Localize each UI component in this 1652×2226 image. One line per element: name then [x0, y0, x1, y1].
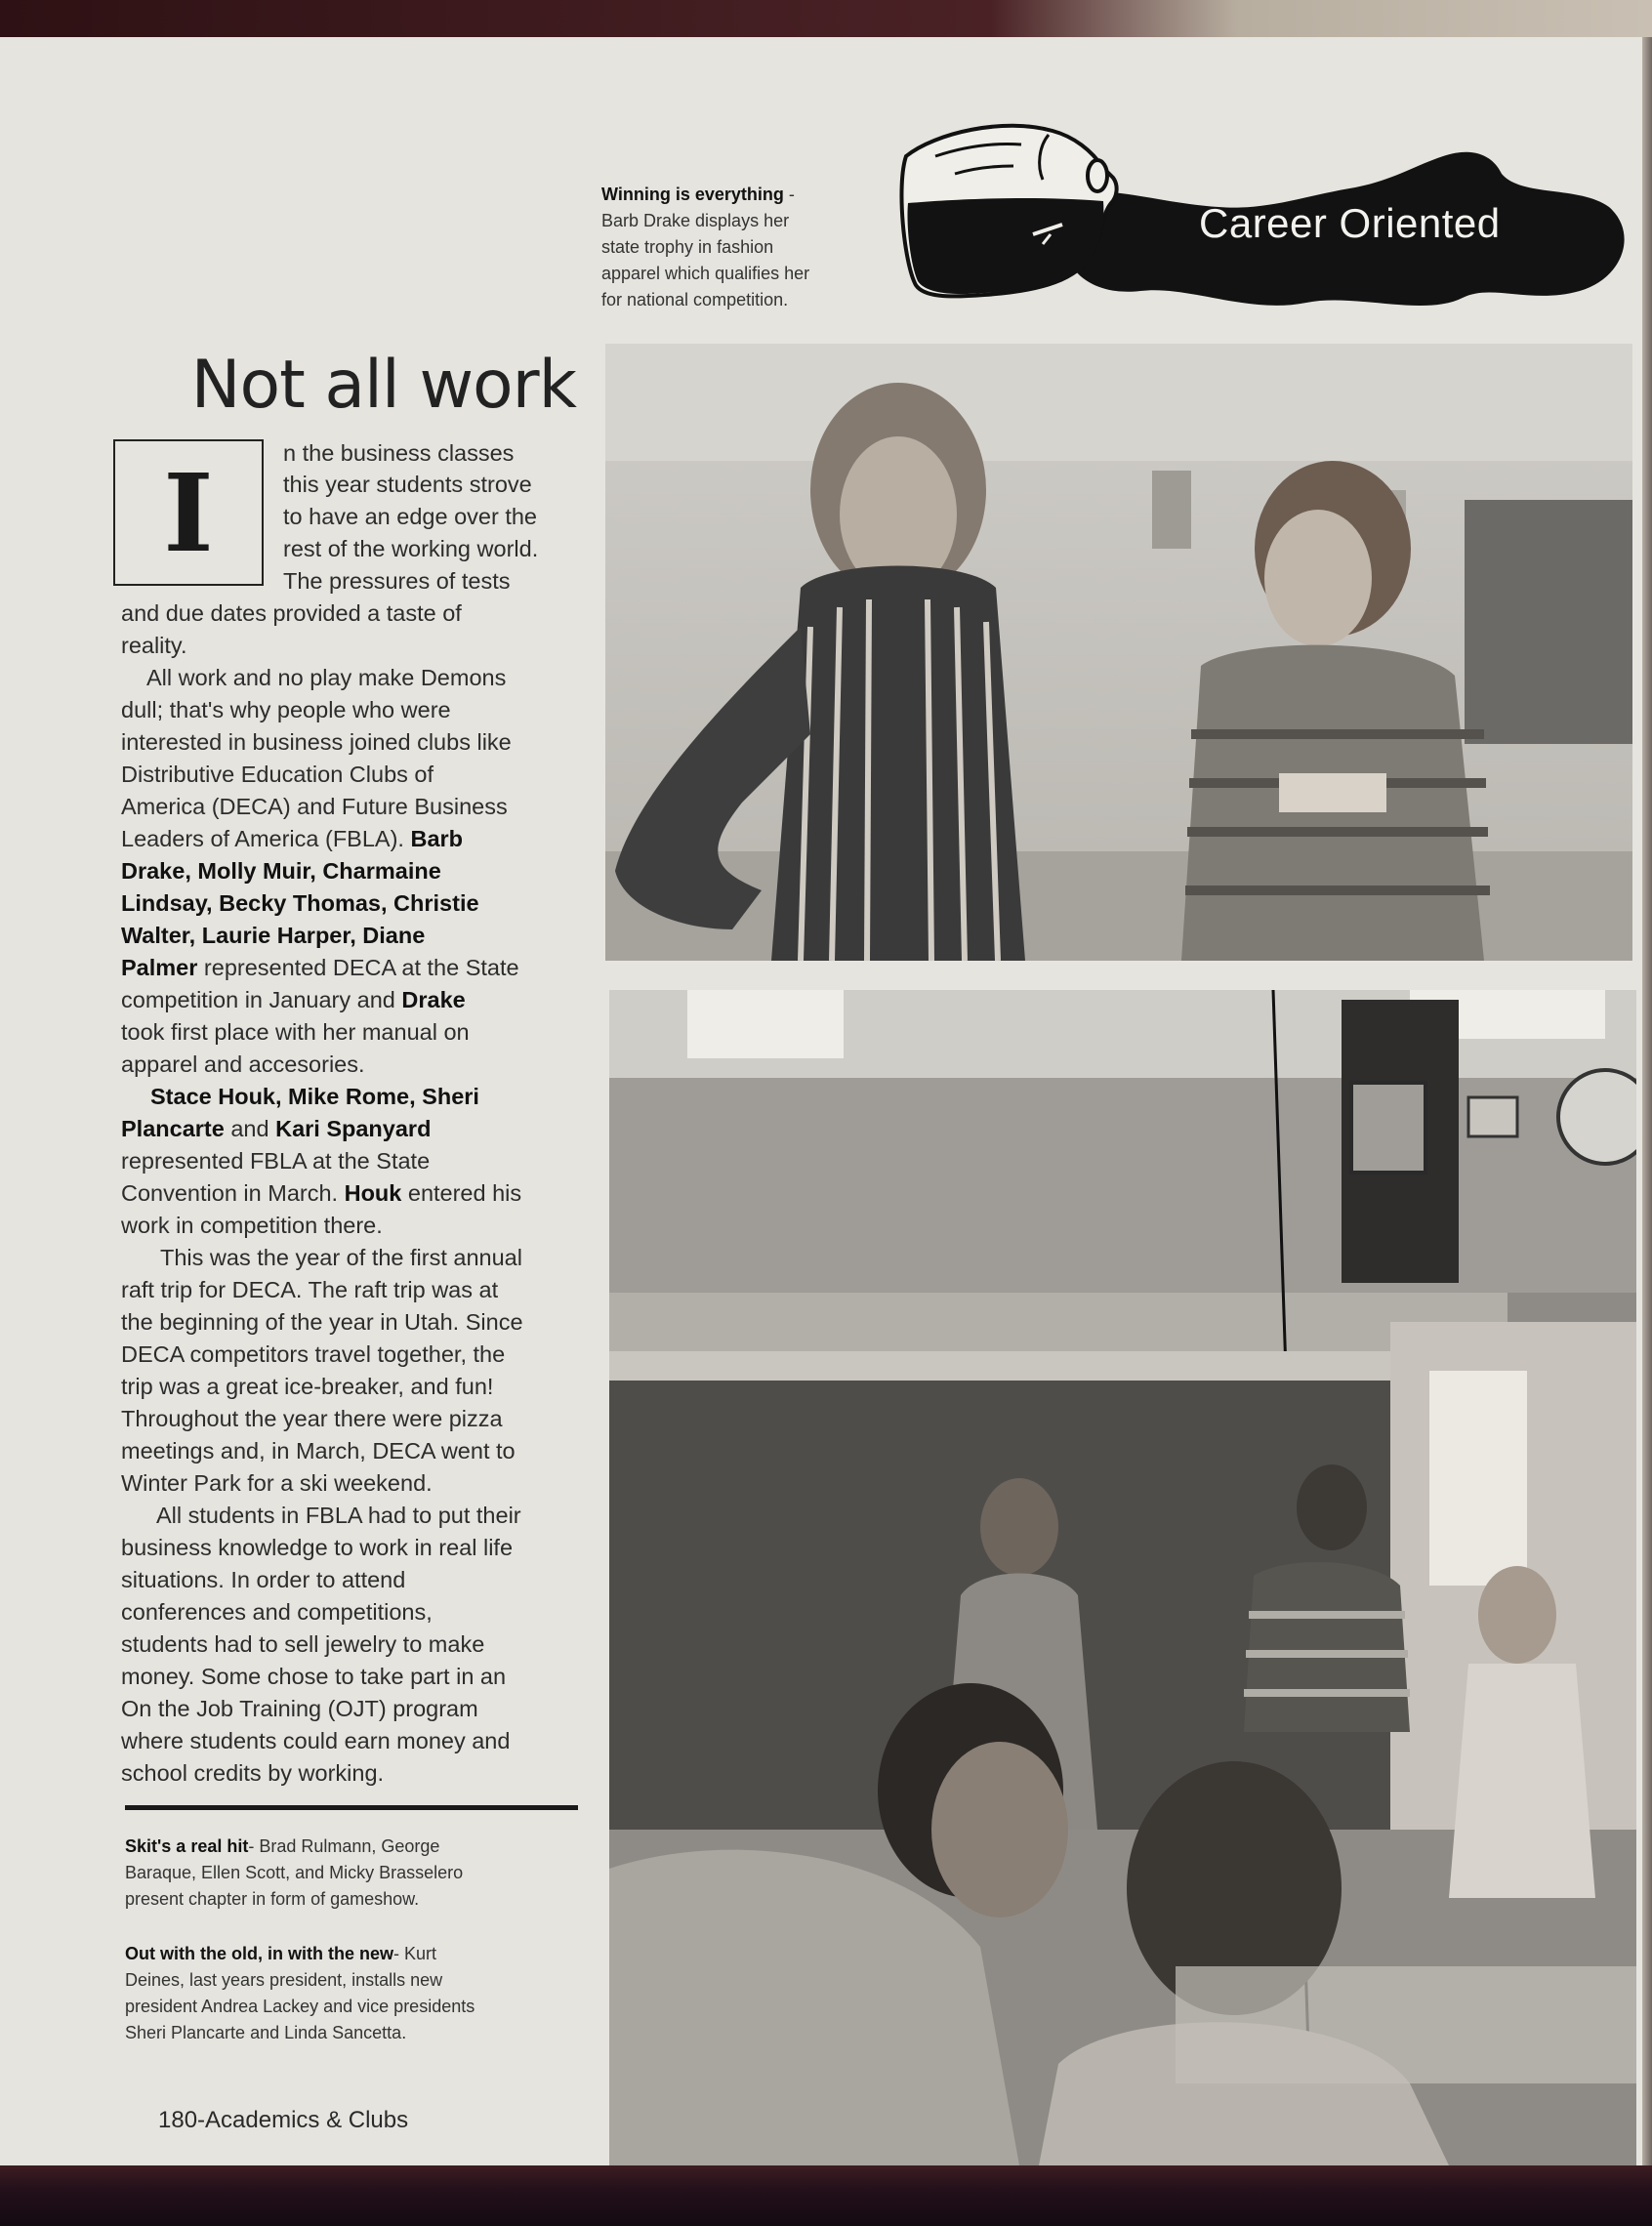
article-line: Walter, Laurie Harper, Diane: [121, 923, 426, 948]
article-line: trip was a great ice-breaker, and fun!: [121, 1374, 494, 1399]
caption-winning: Winning is everything - Barb Drake displays her state trophy in fashion apparel which qualifies her for national competition.: [601, 182, 885, 313]
article-line: and due dates provided a taste of: [121, 600, 462, 626]
caption-line: for national competition.: [601, 290, 789, 309]
bottom-binding-strip: [0, 2165, 1652, 2226]
article-line: the beginning of the year in Utah. Since: [121, 1309, 523, 1335]
caption-line: Baraque, Ellen Scott, and Micky Brasselero: [125, 1863, 464, 1882]
article-line: interested in business joined clubs like: [121, 729, 512, 755]
article-line: where students could earn money and: [121, 1728, 511, 1753]
article-line: money. Some chose to take part in an: [121, 1664, 507, 1689]
article-line: Leaders of America (FBLA). Barb: [121, 826, 464, 851]
article-line: competition in January and Drake: [121, 987, 466, 1012]
article-line: The pressures of tests: [283, 568, 511, 594]
top-binding-strip: [0, 0, 1652, 37]
article-line: This was the year of the first annual: [160, 1245, 522, 1270]
article-line: dull; that's why people who were: [121, 697, 451, 722]
article-line: represented FBLA at the State: [121, 1148, 431, 1174]
article-line: raft trip for DECA. The raft trip was at: [121, 1277, 499, 1302]
caption-line: apparel which qualifies her: [601, 264, 810, 283]
article-line: Throughout the year there were pizza: [121, 1406, 503, 1431]
article-line: took first place with her manual on: [121, 1019, 470, 1045]
page-folio: 180-Academics & Clubs: [158, 2107, 409, 2133]
divider-rule: [125, 1805, 578, 1810]
caption-line: Deines, last years president, installs new: [125, 1970, 443, 1990]
caption-line: Sheri Plancarte and Linda Sancetta.: [125, 2023, 407, 2042]
bottle-liquid: [907, 198, 1103, 294]
photo-barb-drake: [605, 344, 1632, 961]
caption-title: Out with the old, in with the new: [125, 1944, 393, 1963]
article-line: Palmer represented DECA at the State: [121, 955, 519, 980]
caption-line: state trophy in fashion: [601, 237, 774, 257]
article-line: Drake, Molly Muir, Charmaine: [121, 858, 441, 884]
article-line: business knowledge to work in real life: [121, 1535, 514, 1560]
caption-skit: Skit's a real hit- Brad Rulmann, George Baraque, Ellen Scott, and Micky Brasselero present chapter in form of gameshow.: [125, 1834, 594, 1913]
headline: Not all work: [190, 347, 576, 424]
article-line: reality.: [121, 633, 187, 658]
caption-title: Winning is everything: [601, 185, 784, 204]
article-line: situations. In order to attend: [121, 1567, 406, 1592]
caption-title: Skit's a real hit: [125, 1836, 249, 1856]
article-line: conferences and competitions,: [121, 1599, 433, 1625]
article-line: work in competition there.: [121, 1213, 383, 1238]
article-line: America (DECA) and Future Business: [121, 794, 508, 819]
drop-cap: I: [113, 439, 264, 586]
article-line: Convention in March. Houk entered his: [121, 1180, 522, 1206]
article-line: rest of the working world.: [283, 536, 539, 561]
article-line: All work and no play make Demons: [146, 665, 507, 690]
article-line: students had to sell jewelry to make: [121, 1631, 485, 1657]
article-line: meetings and, in March, DECA went to: [121, 1438, 516, 1463]
caption-line: Barb Drake displays her: [601, 211, 790, 230]
article-line: On the Job Training (OJT) program: [121, 1696, 478, 1721]
article-line: Winter Park for a ski weekend.: [121, 1470, 433, 1496]
article-line: this year students strove: [283, 472, 532, 497]
article-line: to have an edge over the: [283, 504, 538, 529]
section-title: Career Oriented: [1199, 200, 1501, 246]
article-line: n the business classes: [283, 440, 515, 466]
article-line: Stace Houk, Mike Rome, Sheri: [150, 1084, 479, 1109]
page-edge: [1642, 37, 1652, 2165]
caption-line: present chapter in form of gameshow.: [125, 1889, 420, 1909]
article-line: school credits by working.: [121, 1760, 385, 1786]
article-line: All students in FBLA had to put their: [156, 1503, 521, 1528]
caption-old-new: Out with the old, in with the new- Kurt Deines, last years president, installs new president Andrea Lackey and vice presidents Sheri Plancarte and Linda Sancetta.: [125, 1941, 594, 2046]
article-line: DECA competitors travel together, the: [121, 1341, 506, 1367]
article-line: Lindsay, Becky Thomas, Christie: [121, 890, 479, 916]
article-line: Distributive Education Clubs of: [121, 762, 434, 787]
article-line: apparel and accesories.: [121, 1051, 365, 1077]
photo-classroom: [609, 990, 1636, 2165]
caption-line: president Andrea Lackey and vice presidents: [125, 1997, 475, 2016]
article-line: Plancarte and Kari Spanyard: [121, 1116, 432, 1141]
